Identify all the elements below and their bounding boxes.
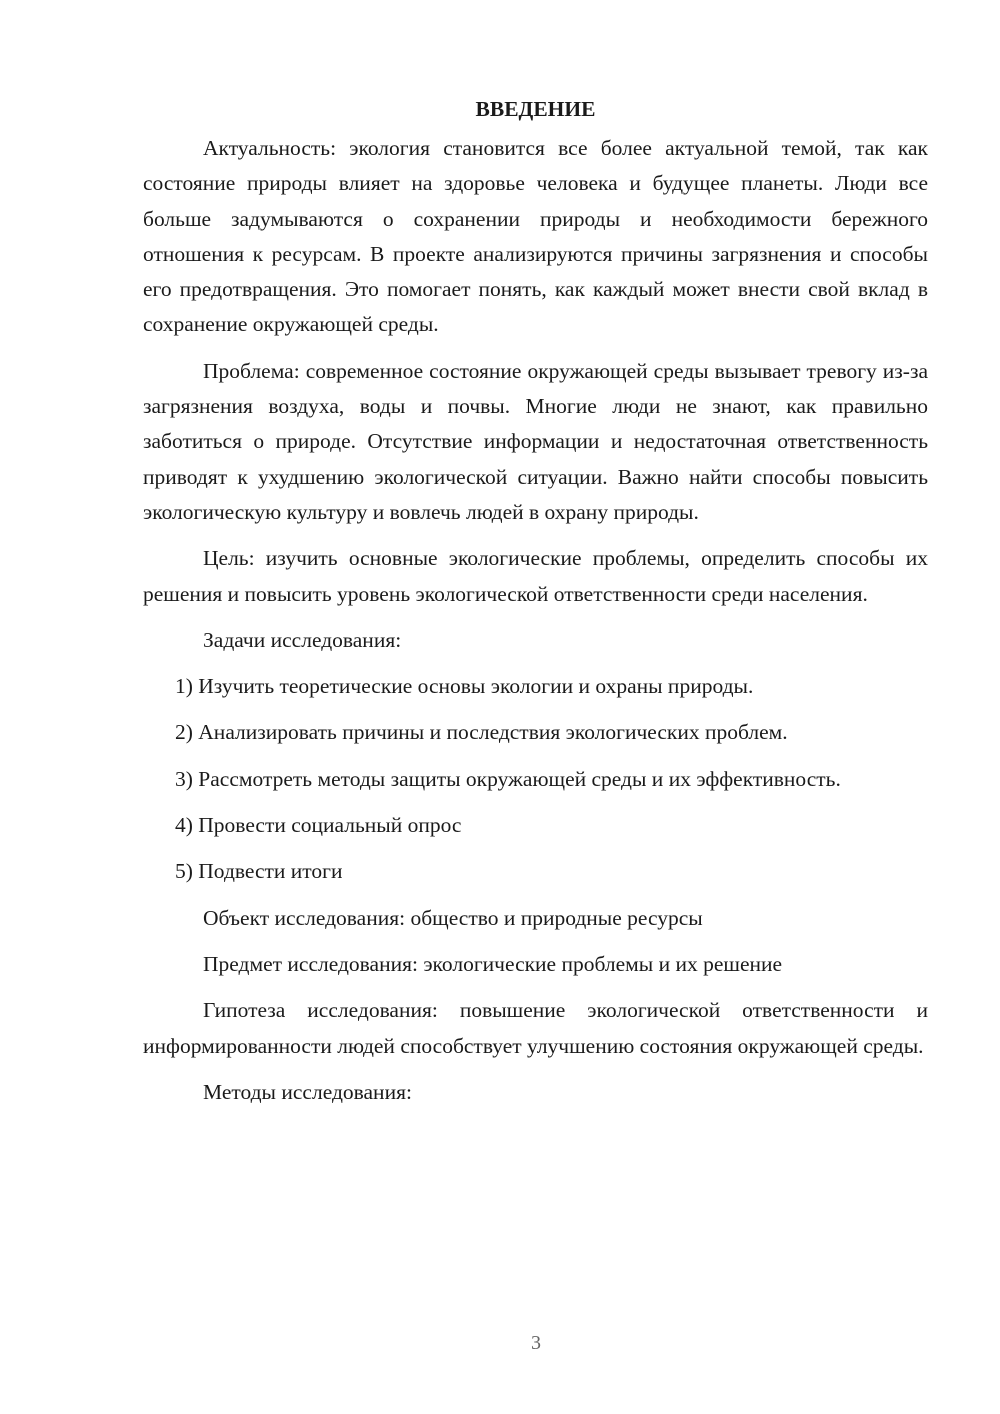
section-heading: ВВЕДЕНИЕ xyxy=(475,97,596,121)
relevance-paragraph: Актуальность: экология становится все более актуальной темой, так как состояние природы влияет на здоровье человека и будущее планеты. Люди все больше задумываются о сохранении природы и необходимости бережного отношения к ресурсам. В проекте анализируются причины загрязнения и способы его предотвращения. Это помогает понять, как каждый может внести свой вклад в сохранение окружающей среды. xyxy=(143,136,928,337)
hypothesis-paragraph: Гипотеза исследования: повышение экологической ответственности и информированности людей способствует улучшению состояния окружающей среды. xyxy=(143,998,928,1058)
page-content xyxy=(143,92,928,1121)
goal-paragraph: Цель: изучить основные экологические проблемы, определить способы их решения и повысить уровень экологической ответственности среди населения. xyxy=(143,546,928,606)
page-number: 3 xyxy=(531,1332,541,1354)
tasks-title: Задачи исследования: xyxy=(203,627,402,652)
subject-paragraph: Предмет исследования: экологические проблемы и их решение xyxy=(203,951,783,976)
object-paragraph: Объект исследования: общество и природные ресурсы xyxy=(203,905,703,930)
task-item-3: 3) Рассмотреть методы защиты окружающей среды и их эффективность. xyxy=(175,766,841,791)
task-item-4: 4) Провести социальный опрос xyxy=(175,813,462,838)
methods-title: Методы исследования: xyxy=(203,1079,412,1104)
task-item-1: 1) Изучить теоретические основы экологии и охраны природы. xyxy=(175,674,754,699)
task-item-2: 2) Анализировать причины и последствия экологических проблем. xyxy=(175,720,788,745)
task-item-5: 5) Подвести итоги xyxy=(175,859,343,884)
problem-paragraph: Проблема: современное состояние окружающей среды вызывает тревогу из-за загрязнения воздуха, воды и почвы. Многие люди не знают, как правильно заботиться о природе. Отсутствие информации и недостаточная ответственность приводят к ухудшению экологической ситуации. Важно найти способы повысить экологическую культуру и вовлечь людей в охрану природы. xyxy=(143,358,928,524)
